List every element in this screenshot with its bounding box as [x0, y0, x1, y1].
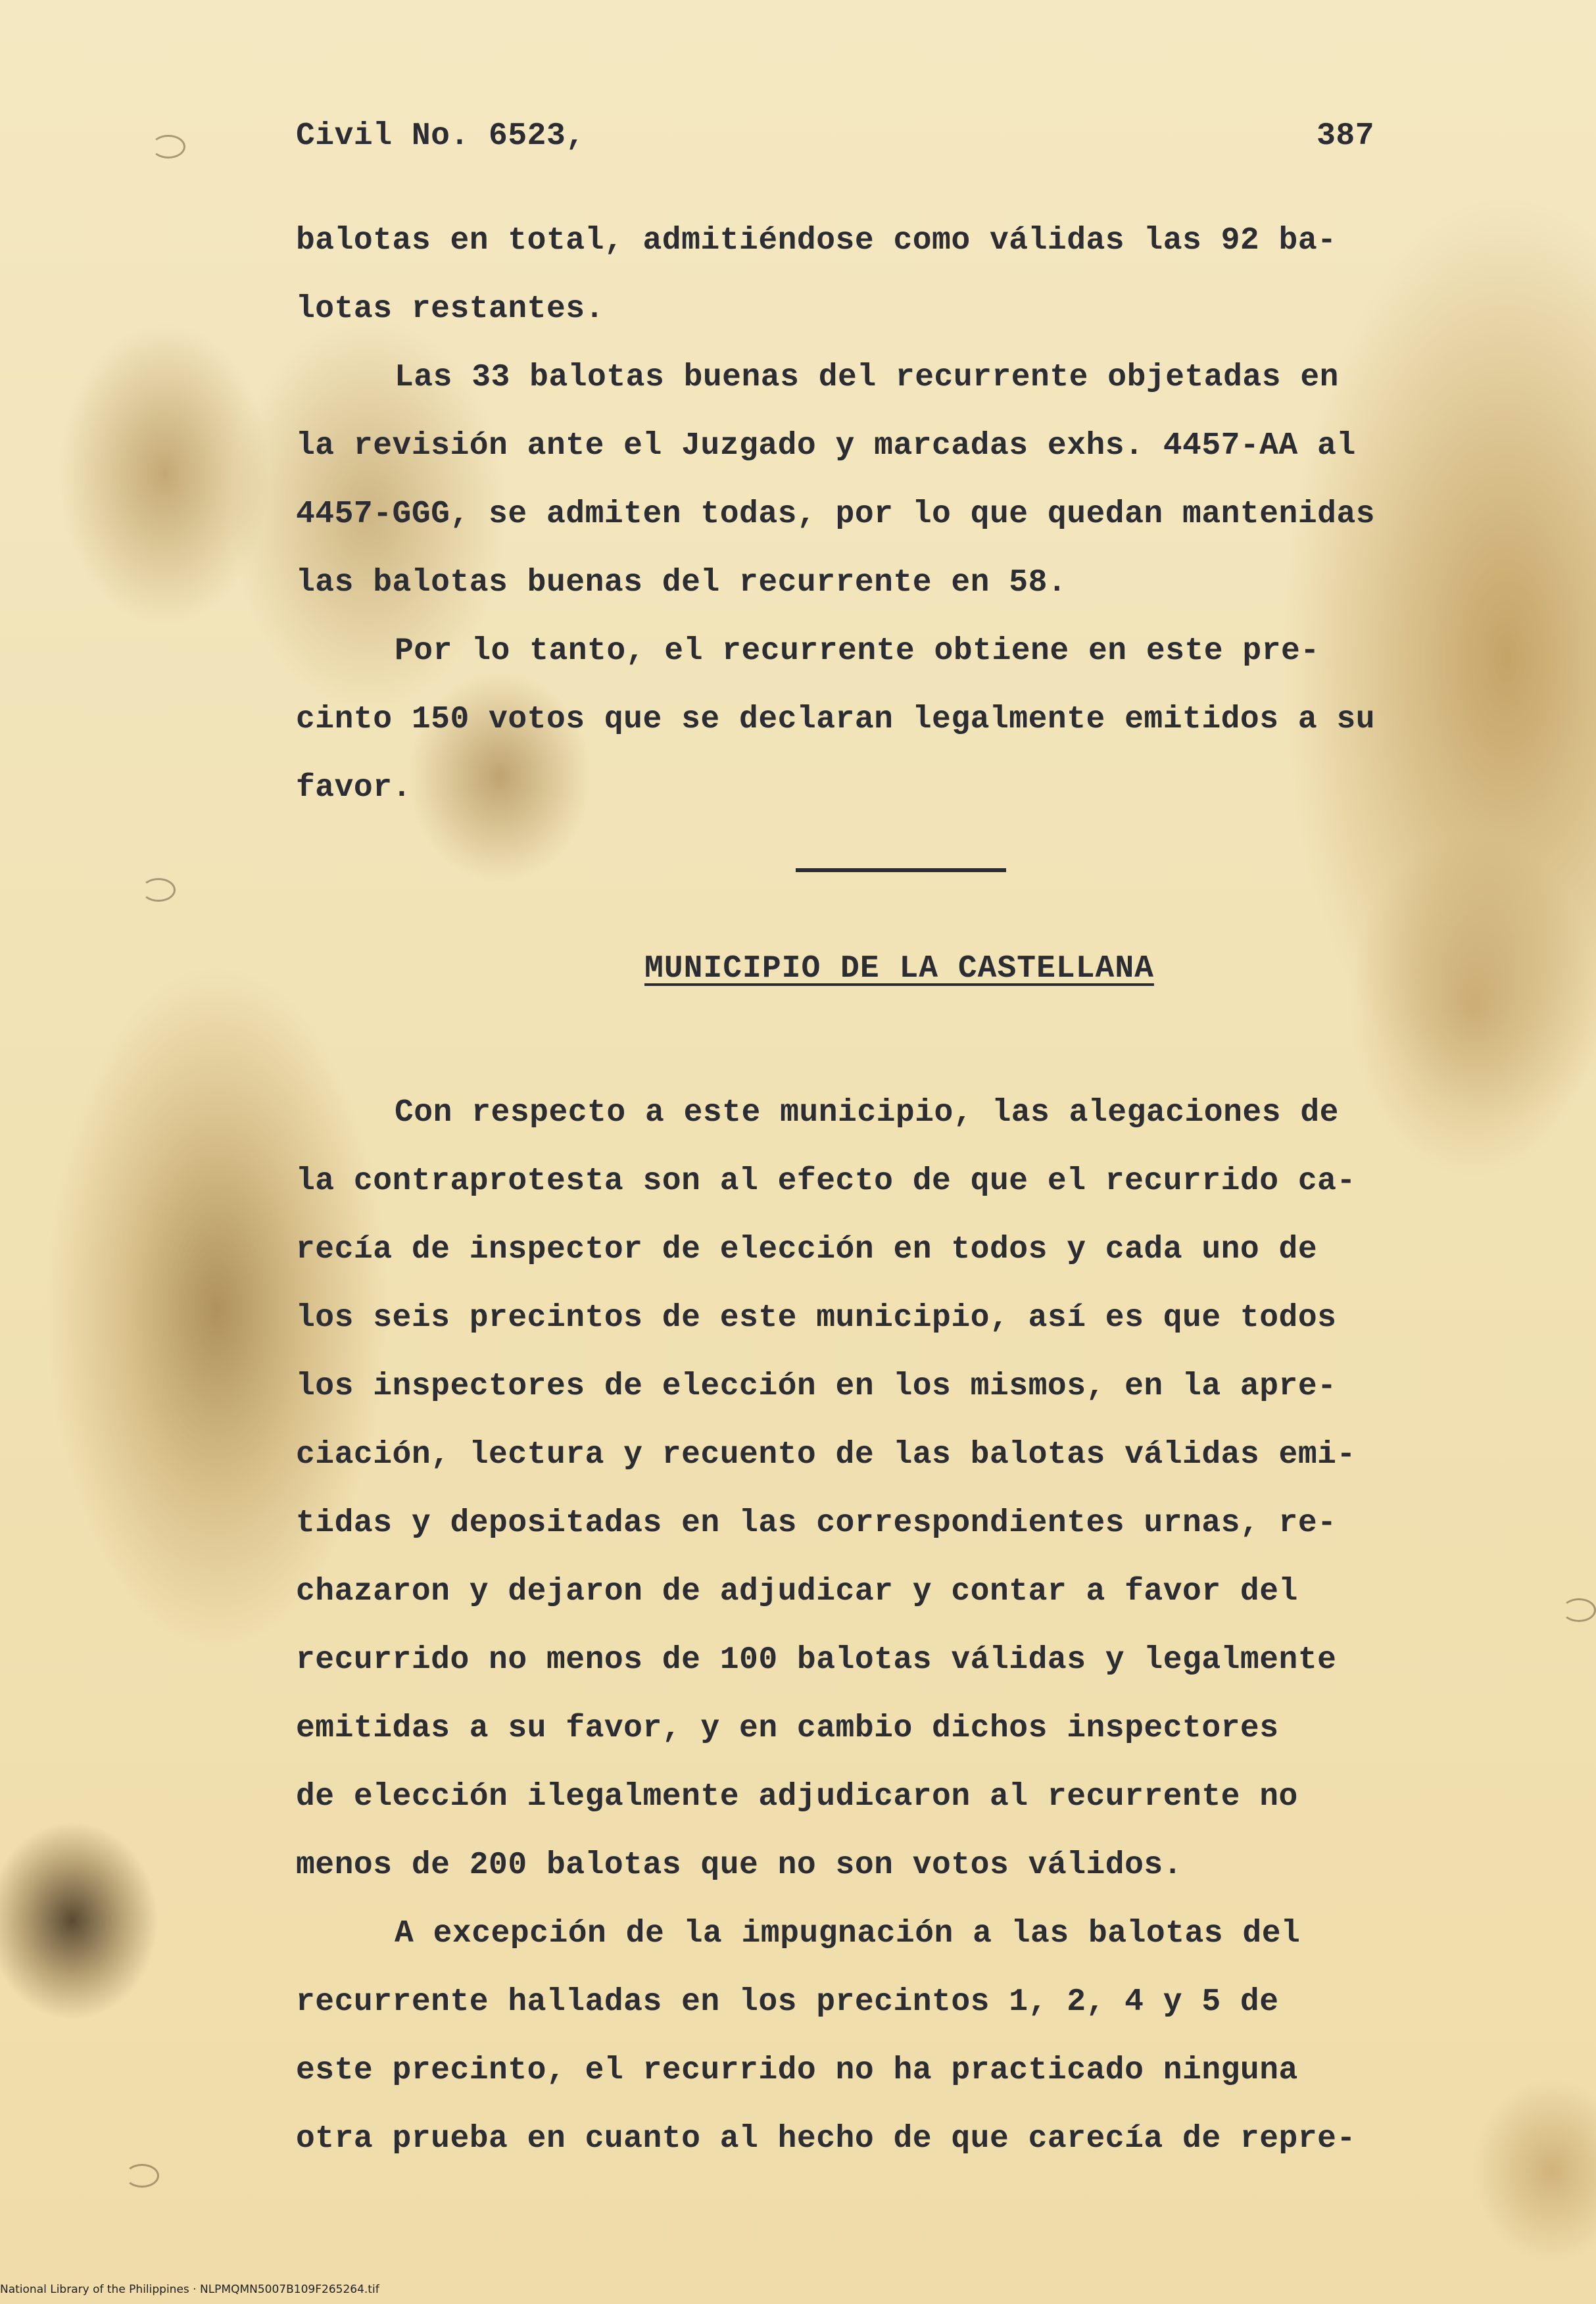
- text-line: tidas y depositadas en las correspondientes urnas, re-: [296, 1506, 1337, 1541]
- text-line: las balotas buenas del recurrente en 58.: [296, 565, 1067, 601]
- section-heading: MUNICIPIO DE LA CASTELLANA: [644, 951, 1154, 987]
- text-line: de elección ilegalmente adjudicaron al recurrente no: [296, 1779, 1298, 1815]
- binder-hole-mark-top: [151, 135, 185, 159]
- binder-hole-mark-right: [1562, 1598, 1596, 1622]
- text-line: la contraprotesta son al efecto de que el recurrido ca-: [296, 1164, 1356, 1199]
- text-line: los inspectores de elección en los mismos, en la apre-: [296, 1369, 1337, 1404]
- paragraph-2: [296, 343, 1427, 617]
- paragraph-5: [296, 1900, 1427, 2173]
- text-line: favor.: [296, 770, 412, 806]
- binder-hole-mark-middle: [141, 878, 176, 902]
- paragraph-1: [296, 207, 1427, 343]
- page-number: 387: [1317, 118, 1374, 154]
- spacer: [296, 987, 1427, 1079]
- typed-text-body: [296, 118, 1427, 2173]
- text-line: Las 33 balotas buenas del recurrente objetadas en: [395, 360, 1339, 395]
- text-line: chazaron y dejaron de adjudicar y contar a favor del: [296, 1574, 1298, 1609]
- text-line: la revisión ante el Juzgado y marcadas exhs. 4457-AA al: [296, 428, 1356, 464]
- paragraph-4: [296, 1079, 1427, 1900]
- section-divider-rule: [796, 868, 1006, 872]
- text-line: recurrente halladas en los precintos 1, 2, 4 y 5 de: [296, 1984, 1279, 2020]
- text-line: recurrido no menos de 100 balotas válidas y legalmente: [296, 1642, 1337, 1678]
- text-line: ciación, lectura y recuento de las balotas válidas emi-: [296, 1437, 1356, 1473]
- text-line: Con respecto a este municipio, las alegaciones de: [395, 1095, 1339, 1131]
- paragraph-3: [296, 617, 1427, 822]
- page-header: [296, 118, 1374, 154]
- case-number: Civil No. 6523,: [296, 118, 585, 154]
- text-line: A excepción de la impugnación a las balotas del: [395, 1916, 1301, 1951]
- binder-hole-mark-bottom: [125, 2164, 159, 2188]
- text-line: recía de inspector de elección en todos y cada uno de: [296, 1232, 1318, 1267]
- text-line: balotas en total, admitiéndose como válidas las 92 ba-: [296, 223, 1337, 258]
- text-line: 4457-GGG, se admiten todas, por lo que quedan mantenidas: [296, 497, 1376, 532]
- text-line: Por lo tanto, el recurrente obtiene en este pre-: [395, 633, 1320, 669]
- text-line: lotas restantes.: [296, 291, 604, 327]
- text-line: menos de 200 balotas que no son votos válidos.: [296, 1848, 1183, 1883]
- text-line: este precinto, el recurrido no ha practicado ninguna: [296, 2053, 1298, 2088]
- text-line: otra prueba en cuanto al hecho de que carecía de repre-: [296, 2121, 1356, 2157]
- scan-source-footer: National Library of the Philippines · NLPMQMN5007B109F265264.tif: [0, 2283, 379, 2296]
- text-line: cinto 150 votos que se declaran legalmente emitidos a su: [296, 702, 1376, 737]
- text-line: emitidas a su favor, y en cambio dichos inspectores: [296, 1711, 1279, 1746]
- text-line: los seis precintos de este municipio, así es que todos: [296, 1300, 1337, 1336]
